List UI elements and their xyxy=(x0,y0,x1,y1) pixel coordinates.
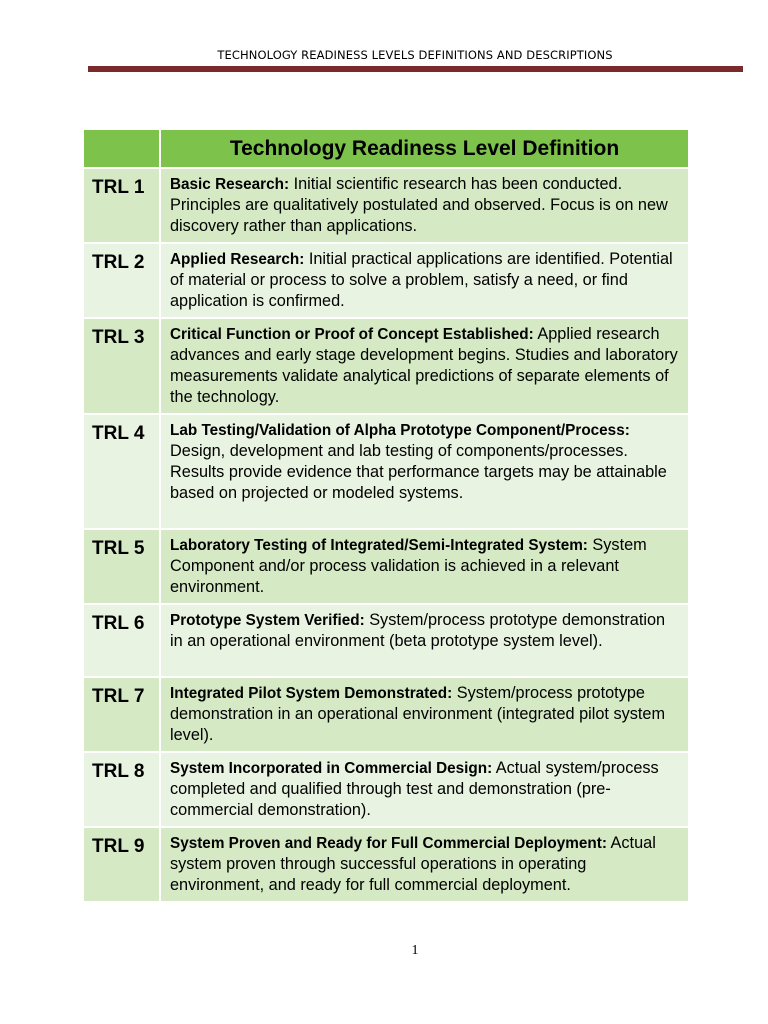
trl-level: TRL 8 xyxy=(83,752,160,827)
header-divider xyxy=(88,66,743,72)
trl-title: Applied Research: xyxy=(170,251,305,268)
trl-description-cell xyxy=(160,752,689,827)
trl-description-cell xyxy=(160,827,689,902)
table-row-trl-2 xyxy=(83,243,689,318)
trl-description: Actual system proven through successful operations in operating environment, and ready for full commercial deployment. xyxy=(170,834,656,894)
trl-title: System Incorporated in Commercial Design: xyxy=(170,760,493,777)
table-header-row xyxy=(83,129,689,168)
trl-level: TRL 6 xyxy=(83,604,160,677)
trl-description: Initial scientific research has been conducted. Principles are qualitatively postulated and observed. Focus is on new discovery rather than applications. xyxy=(170,175,668,235)
trl-level: TRL 1 xyxy=(83,168,160,243)
trl-level: TRL 5 xyxy=(83,529,160,604)
trl-description: Design, development and lab testing of components/processes. Results provide evidence that performance targets may be attainable based on projected or modeled systems. xyxy=(170,442,667,502)
trl-description: Initial practical applications are identified. Potential of material or process to solve a problem, satisfy a need, or find application is confirmed. xyxy=(170,250,673,310)
trl-title: System Proven and Ready for Full Commercial Deployment: xyxy=(170,835,607,852)
page-number: 1 xyxy=(411,943,419,958)
table-row-trl-3 xyxy=(83,318,689,414)
table-row-trl-1 xyxy=(83,168,689,243)
trl-description-cell xyxy=(160,677,689,752)
trl-title: Integrated Pilot System Demonstrated: xyxy=(170,685,453,702)
table-row-trl-4 xyxy=(83,414,689,529)
trl-description-cell xyxy=(160,318,689,414)
trl-level: TRL 9 xyxy=(83,827,160,902)
trl-level: TRL 3 xyxy=(83,318,160,414)
trl-description-cell xyxy=(160,243,689,318)
trl-description-cell xyxy=(160,414,689,529)
trl-title: Laboratory Testing of Integrated/Semi-Integrated System: xyxy=(170,537,588,554)
table-corner-cell xyxy=(83,129,160,168)
trl-description: System/process prototype demonstration in an operational environment (beta prototype system level). xyxy=(170,611,666,650)
trl-description-cell xyxy=(160,529,689,604)
trl-description: Applied research advances and early stage development begins. Studies and laboratory measurements validate analytical predictions of separate elements of the technology. xyxy=(170,325,678,406)
trl-description-cell xyxy=(160,168,689,243)
trl-level: TRL 4 xyxy=(83,414,160,529)
trl-title: Basic Research: xyxy=(170,176,290,193)
table-title: Technology Readiness Level Definition xyxy=(160,129,689,168)
trl-description: System Component and/or process validation is achieved in a relevant environment. xyxy=(170,536,647,596)
page-header-title: TECHNOLOGY READINESS LEVELS DEFINITIONS AND DESCRIPTIONS xyxy=(217,48,613,62)
trl-description: System/process prototype demonstration in an operational environment (integrated pilot system level). xyxy=(170,684,666,744)
trl-definition-table xyxy=(82,128,690,903)
trl-title: Lab Testing/Validation of Alpha Prototype Component/Process: xyxy=(170,422,630,439)
trl-title: Critical Function or Proof of Concept Established: xyxy=(170,326,534,343)
table-row-trl-8 xyxy=(83,752,689,827)
table-row-trl-6 xyxy=(83,604,689,677)
table-row-trl-9 xyxy=(83,827,689,902)
trl-title: Prototype System Verified: xyxy=(170,612,365,629)
trl-description: Actual system/process completed and qualified through test and demonstration (pre-commercial demonstration). xyxy=(170,759,659,819)
trl-level: TRL 7 xyxy=(83,677,160,752)
trl-level: TRL 2 xyxy=(83,243,160,318)
table-row-trl-5 xyxy=(83,529,689,604)
table-row-trl-7 xyxy=(83,677,689,752)
trl-description-cell xyxy=(160,604,689,677)
